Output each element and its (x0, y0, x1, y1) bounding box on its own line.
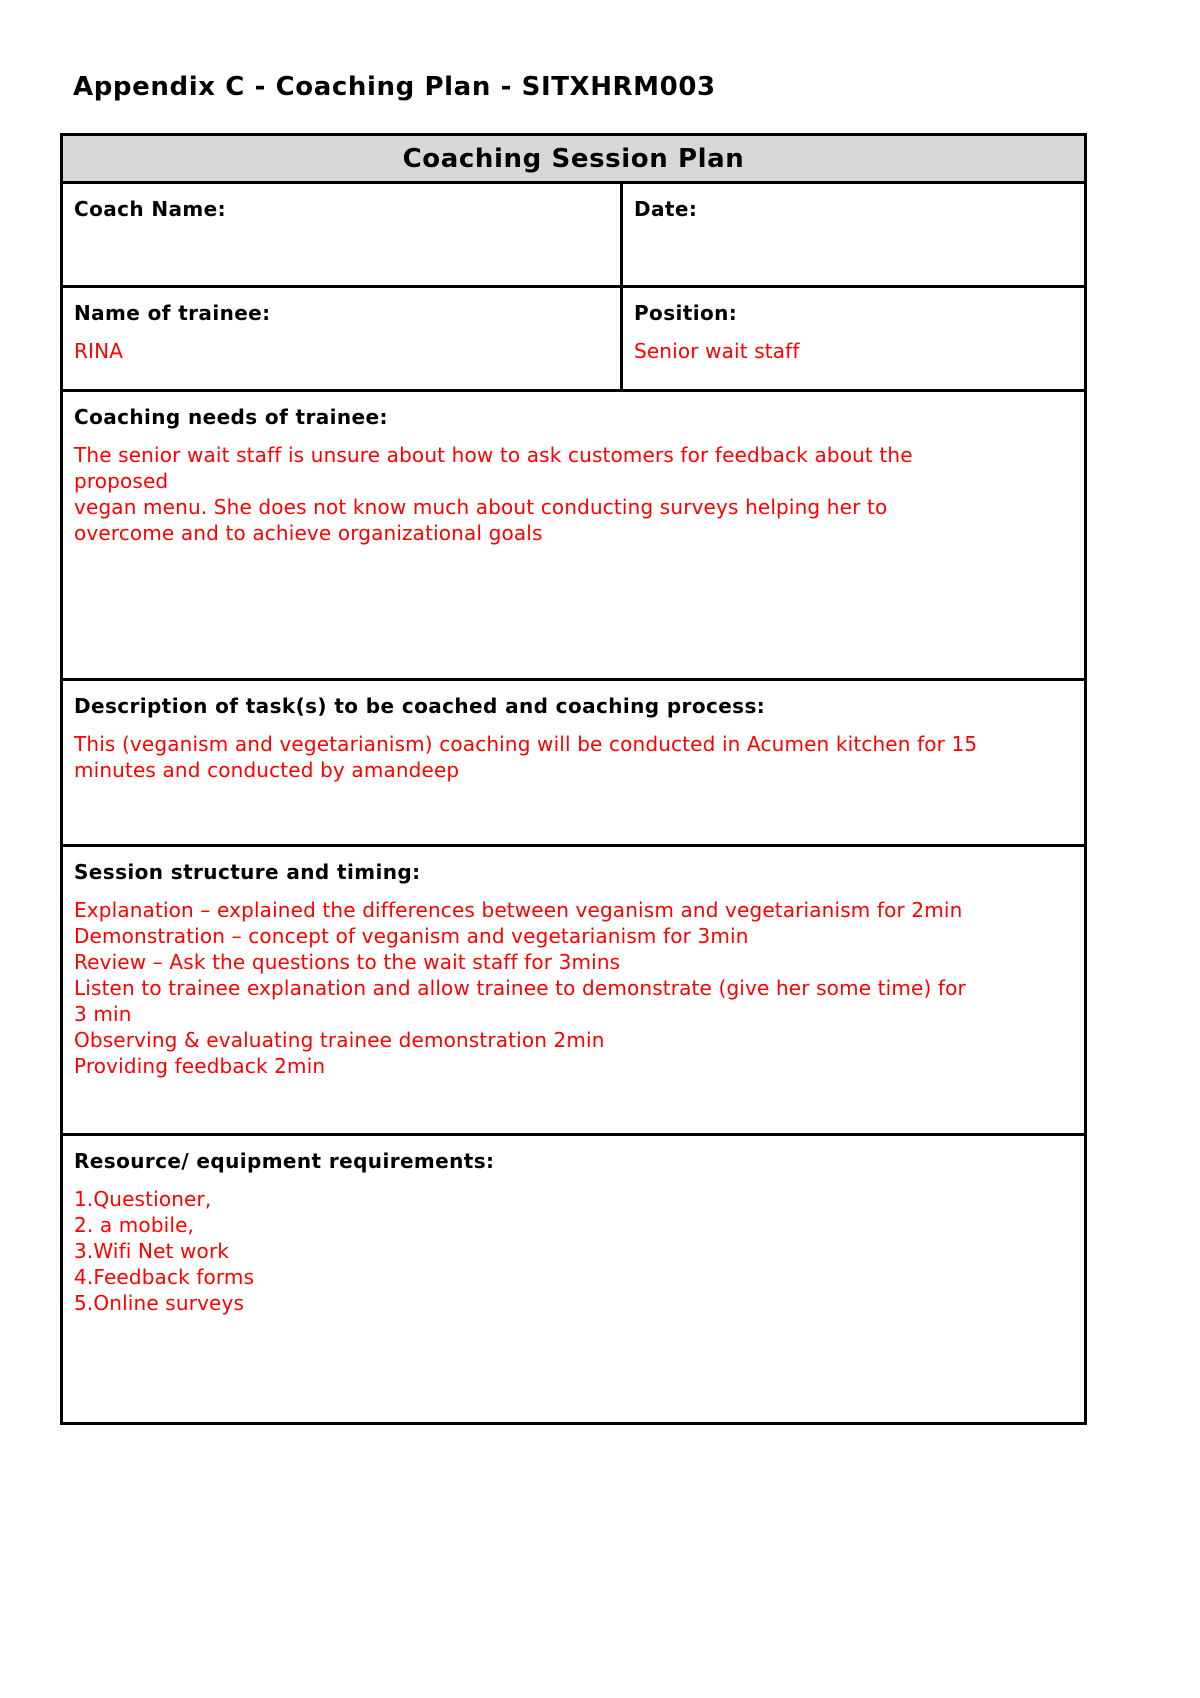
coach-name-cell[interactable] (62, 183, 622, 287)
session-structure-line: Providing feedback 2min (74, 1054, 326, 1078)
form-header: Coaching Session Plan (62, 135, 1086, 183)
coaching-session-plan-table (60, 133, 1087, 1425)
position-cell[interactable] (622, 287, 1086, 391)
task-description-text[interactable] (74, 731, 1073, 783)
task-description-cell[interactable] (62, 680, 1086, 846)
resources-label: Resource/ equipment requirements: (74, 1149, 495, 1173)
session-structure-label: Session structure and timing: (74, 860, 421, 884)
session-structure-line: Listen to trainee explanation and allow trainee to demonstrate (give her some time) for (74, 976, 966, 1000)
session-structure-line: 3 min (74, 1002, 132, 1026)
resources-line: 2. a mobile, (74, 1213, 195, 1237)
task-description-label: Description of task(s) to be coached and coaching process: (74, 694, 766, 718)
coaching-needs-cell[interactable] (62, 391, 1086, 680)
task-description-line: This (veganism and vegetarianism) coaching will be conducted in Acumen kitchen for 15 (74, 732, 978, 756)
document-title: Appendix C - Coaching Plan - SITXHRM003 (73, 72, 716, 102)
session-structure-text[interactable] (74, 897, 1073, 1079)
coaching-needs-line: proposed (74, 469, 169, 493)
resources-line: 4.Feedback forms (74, 1265, 255, 1289)
session-structure-line: Explanation – explained the differences between veganism and vegetarianism for 2min (74, 898, 963, 922)
trainee-name-label: Name of trainee: (74, 301, 271, 325)
resources-text[interactable] (74, 1186, 1073, 1316)
coaching-needs-text[interactable] (74, 442, 1073, 546)
coach-name-label: Coach Name: (74, 197, 227, 221)
position-value[interactable]: Senior wait staff (634, 339, 800, 363)
resources-cell[interactable] (62, 1135, 1086, 1424)
resources-line: 1.Questioner, (74, 1187, 212, 1211)
task-description-line: minutes and conducted by amandeep (74, 758, 460, 782)
session-structure-line: Observing & evaluating trainee demonstration 2min (74, 1028, 605, 1052)
trainee-name-cell[interactable] (62, 287, 622, 391)
coaching-needs-label: Coaching needs of trainee: (74, 405, 388, 429)
session-structure-cell[interactable] (62, 846, 1086, 1135)
position-label: Position: (634, 301, 738, 325)
date-label: Date: (634, 197, 698, 221)
resources-line: 3.Wifi Net work (74, 1239, 230, 1263)
coaching-needs-line: overcome and to achieve organizational goals (74, 521, 543, 545)
trainee-name-value[interactable]: RINA (74, 339, 124, 363)
coaching-needs-line: The senior wait staff is unsure about how to ask customers for feedback about the (74, 443, 913, 467)
resources-line: 5.Online surveys (74, 1291, 245, 1315)
session-structure-line: Review – Ask the questions to the wait staff for 3mins (74, 950, 621, 974)
session-structure-line: Demonstration – concept of veganism and vegetarianism for 3min (74, 924, 749, 948)
date-cell[interactable] (622, 183, 1086, 287)
coaching-needs-line: vegan menu. She does not know much about conducting surveys helping her to (74, 495, 888, 519)
